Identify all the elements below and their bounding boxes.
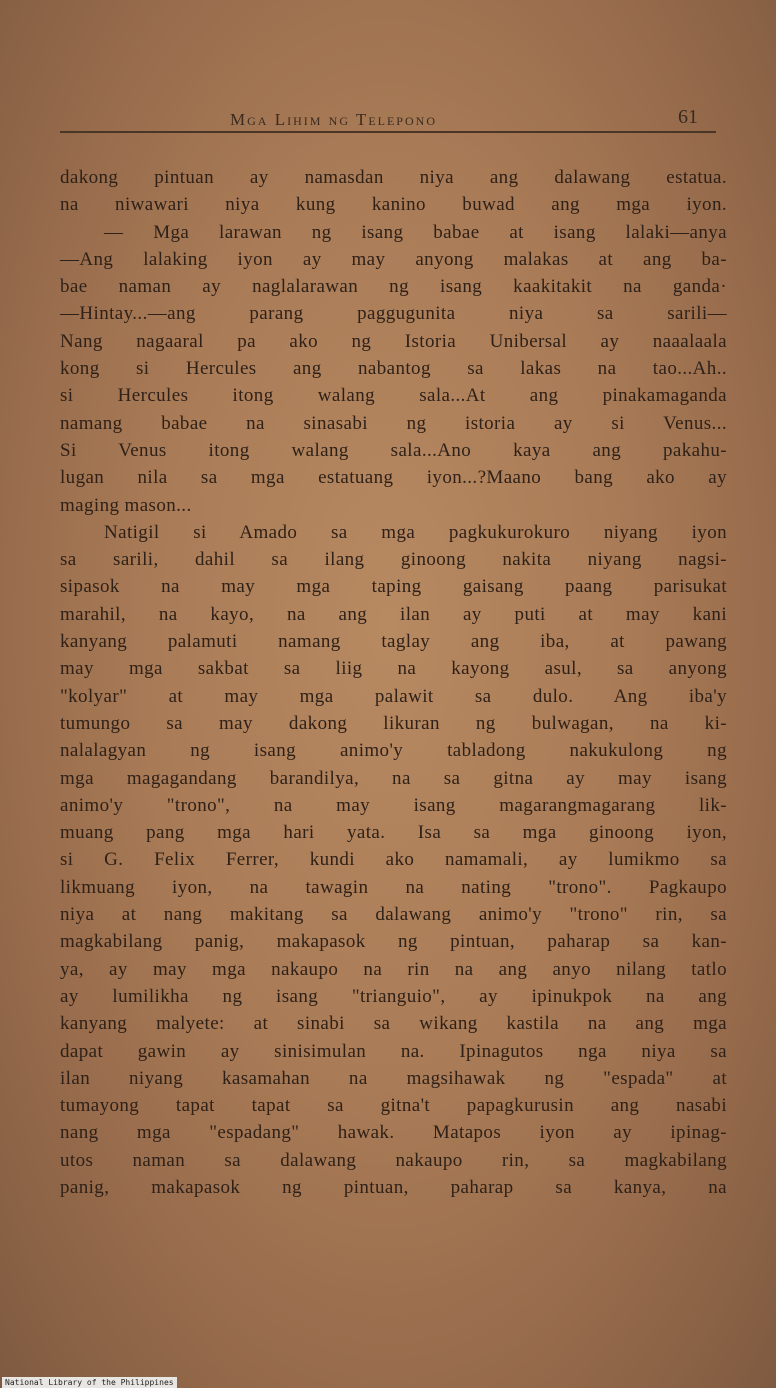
text-line: si G. Felix Ferrer, kundi ako namamali, ay lumikmo sa: [60, 849, 727, 871]
text-line: Nang nagaaral pa ako ng Istoria Unibersal ay naaalaala: [60, 330, 727, 352]
text-line: dapat gawin ay sinisimulan na. Ipinagutos nga niya sa: [60, 1040, 727, 1062]
text-line: mga magagandang barandilya, na sa gitna ay may isang: [60, 767, 727, 789]
text-line: "kolyar" at may mga palawit sa dulo. Ang iba'y: [60, 685, 727, 707]
text-line: magkabilang panig, makapasok ng pintuan, paharap sa kan-: [60, 931, 727, 953]
text-line: animo'y "trono", na may isang magarangmagarang lik-: [60, 794, 727, 816]
text-line: muang pang mga hari yata. Isa sa mga ginoong iyon,: [60, 822, 727, 844]
text-line: niya at nang makitang sa dalawang animo'y "trono" rin, sa: [60, 904, 727, 926]
text-line: dakong pintuan ay namasdan niya ang dalawang estatua.: [60, 167, 727, 188]
text-line: ilan niyang kasamahan na magsihawak ng "espada" at: [60, 1067, 727, 1089]
text-line: sa sarili, dahil sa ilang ginoong nakita niyang nagsi-: [60, 549, 727, 571]
text-line: —Hintay...—ang parang paggugunita niya sa sarili—: [60, 303, 727, 325]
text-line: nalalagyan ng isang animo'y tabladong nakukulong ng: [60, 740, 727, 762]
text-line: likmuang iyon, na tawagin na nating "trono". Pagkaupo: [60, 876, 727, 898]
text-line: tumungo sa may dakong likuran ng bulwagan, na ki-: [60, 712, 727, 734]
text-line: ay lumilikha ng isang "trianguio", ay ipinukpok na ang: [60, 985, 727, 1007]
text-line: —Ang lalaking iyon ay may anyong malakas at ang ba-: [60, 248, 727, 270]
text-line: Si Venus itong walang sala...Ano kaya ang pakahu-: [60, 439, 727, 461]
text-line: bae naman ay naglalarawan ng isang kaakitakit na ganda·: [60, 276, 727, 298]
text-line: namang babae na sinasabi ng istoria ay si Venus...: [60, 412, 727, 434]
running-title: Mga Lihim ng Telepono: [230, 110, 437, 129]
header-rule: [60, 131, 716, 133]
text-line: na niwawari niya kung kanino buwad ang mga iyon.: [60, 194, 727, 216]
text-line: ya, ay may mga nakaupo na rin na ang anyo nilang tatlo: [60, 958, 727, 980]
page-number: 61: [678, 106, 698, 128]
text-line: panig, makapasok ng pintuan, paharap sa kanya, na: [60, 1176, 727, 1198]
text-line: lugan nila sa mga estatuang iyon...?Maano bang ako ay: [60, 467, 727, 489]
text-line: marahil, na kayo, na ang ilan ay puti at may kani: [60, 603, 727, 625]
text-line: si Hercules itong walang sala...At ang pinakamaganda: [60, 385, 727, 407]
text-line: kanyang malyete: at sinabi sa wikang kastila na ang mga: [60, 1013, 727, 1035]
body-text: [60, 164, 727, 1201]
footer-credit: National Library of the Philippines: [2, 1377, 177, 1388]
text-line: Natigil si Amado sa mga pagkukurokuro niyang iyon: [104, 521, 727, 543]
text-line: sipasok na may mga taping gaisang paang parisukat: [60, 576, 727, 598]
page-header: [60, 104, 716, 134]
text-line: kong si Hercules ang nabantog sa lakas na tao...Ah..: [60, 358, 727, 380]
text-line: — Mga larawan ng isang babae at isang lalaki—anya: [104, 221, 727, 243]
text-line: kanyang palamuti namang taglay ang iba, at pawang: [60, 631, 727, 653]
text-line: utos naman sa dalawang nakaupo rin, sa magkabilang: [60, 1149, 727, 1171]
text-line: maging mason...: [60, 494, 192, 516]
text-line: nang mga "espadang" hawak. Matapos iyon ay ipinag-: [60, 1122, 727, 1144]
text-line: tumayong tapat tapat sa gitna't papagkurusin ang nasabi: [60, 1095, 727, 1117]
text-line: may mga sakbat sa liig na kayong asul, sa anyong: [60, 658, 727, 680]
